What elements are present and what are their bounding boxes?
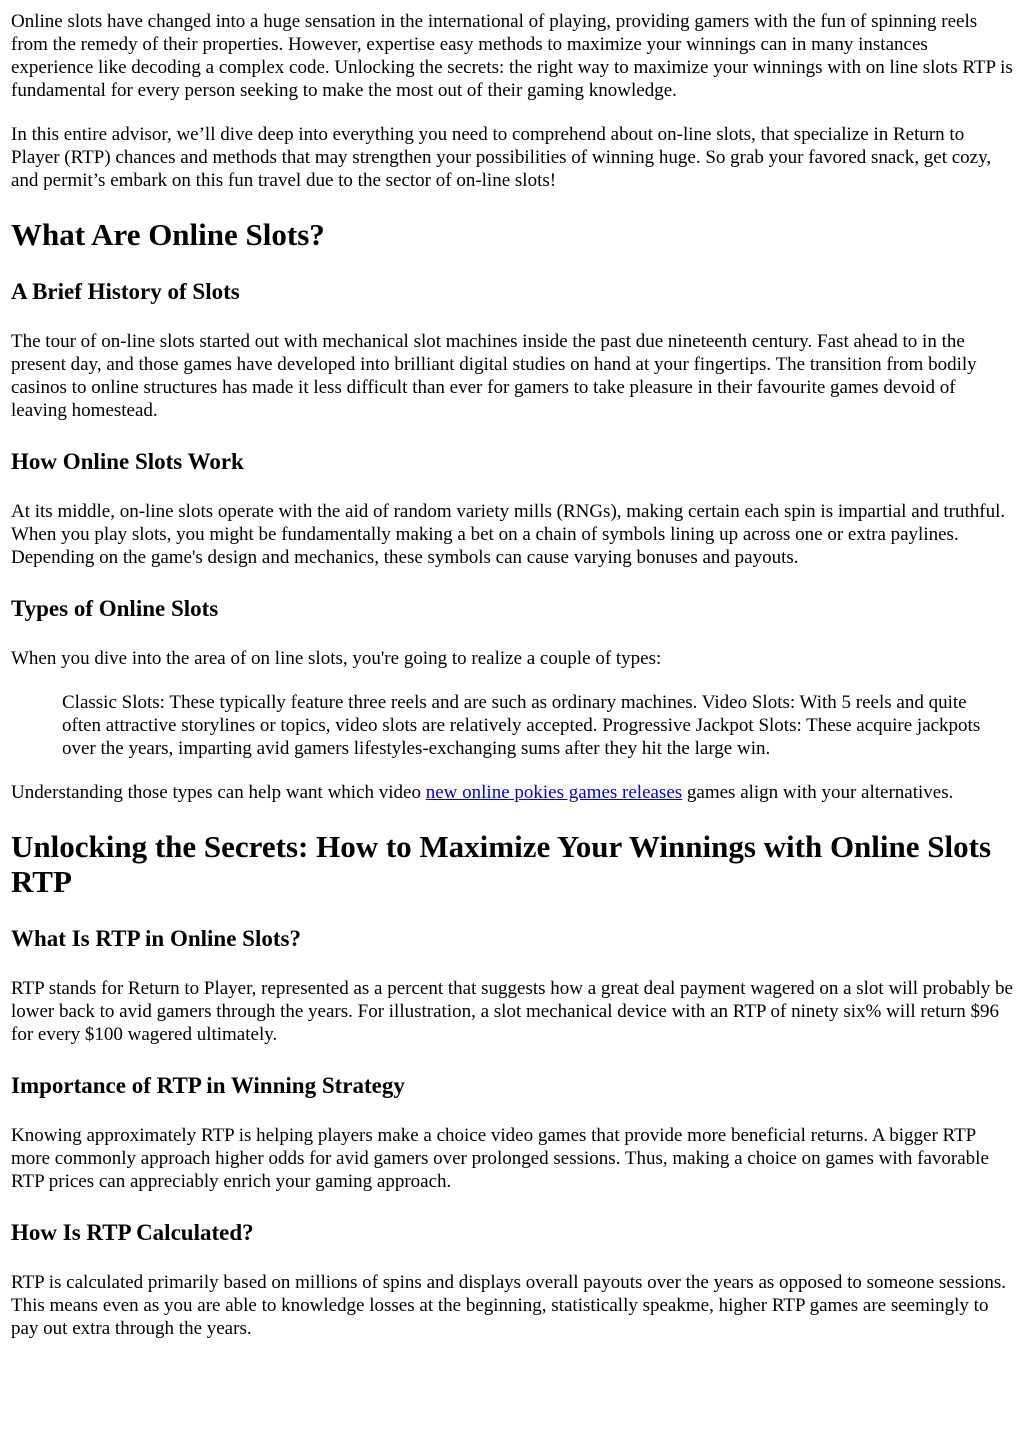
types-outro-text-after: games align with your alternatives. <box>682 782 954 803</box>
rtp-calculated-paragraph: RTP is calculated primarily based on millions of spins and displays overall payouts over the years as opposed to someone sessions. This means even as you are able to knowledge losses at the beginning, statistically speakme, higher RTP games are seemingly to pay out extra through the years. <box>11 1272 1006 1339</box>
intro-paragraph-2: In this entire advisor, we’ll dive deep into everything you need to comprehend about on-line slots, that specialize in Return to Player (RTP) chances and methods that may strengthen your possibilities of winning huge. So grab your favored snack, get cozy, and permit’s embark on this fun travel due to the sector of on-line slots! <box>11 124 992 191</box>
how-work-paragraph: At its middle, on-line slots operate with the aid of random variety mills (RNGs), making certain each spin is impartial and truthful. When you play slots, you might be fundamentally making a bet on a chain of symbols lining up across one or extra paylines. Depending on the game's design and mechanics, these symbols can cause varying bonuses and payouts. <box>11 501 1006 568</box>
types-outro-text-before: Understanding those types can help want which video <box>11 782 426 803</box>
subheading-how-rtp-calculated: How Is RTP Calculated? <box>11 1220 254 1245</box>
subheading-importance-of-rtp: Importance of RTP in Winning Strategy <box>11 1073 405 1098</box>
importance-paragraph: Knowing approximately RTP is helping players make a choice video games that provide more beneficial returns. A bigger RTP more commonly approach higher odds for avid gamers over prolonged sessions. Thus, making a choice on games with favorable RTP prices can appreciably enrich your gaming approach. <box>11 1125 989 1192</box>
types-blockquote: Classic Slots: These typically feature three reels and are such as ordinary machines. Video Slots: With 5 reels and quite often attractive storylines or topics, video slots are relatively accepted. Progressive Jackpot Slots: These acquire jackpots over the years, imparting avid gamers lifestyles-exchanging sums after they hit the large win. <box>62 692 981 759</box>
intro-paragraph-1: Online slots have changed into a huge sensation in the international of playing, providing gamers with the fun of spinning reels from the remedy of their properties. However, expertise easy methods to maximize your winnings can in many instances experience like decoding a complex code. Unlocking the secrets: the right way to maximize your winnings with on line slots RTP is fundamental for every person seeking to make the most out of their gaming knowledge. <box>11 11 1013 101</box>
subheading-brief-history: A Brief History of Slots <box>11 279 240 304</box>
types-intro-paragraph: When you dive into the area of on line slots, you're going to realize a couple of types: <box>11 648 662 669</box>
what-is-rtp-paragraph: RTP stands for Return to Player, represented as a percent that suggests how a great deal payment wagered on a slot will probably be lower back to avid gamers through the years. For illustration, a slot mechanical device with an RTP of ninety six% will return $96 for every $100 wagered ultimately. <box>11 978 1013 1045</box>
subheading-types-of-slots: Types of Online Slots <box>11 596 219 621</box>
subheading-what-is-rtp: What Is RTP in Online Slots? <box>11 926 301 951</box>
new-online-pokies-link[interactable]: new online pokies games releases <box>425 782 683 803</box>
section-heading-what-are-online-slots: What Are Online Slots? <box>11 217 325 252</box>
subheading-how-slots-work: How Online Slots Work <box>11 449 244 474</box>
article <box>0 10 1024 1340</box>
section-heading-unlocking-secrets: Unlocking the Secrets: How to Maximize Your Winnings with Online Slots RTP <box>11 829 992 899</box>
history-paragraph: The tour of on-line slots started out with mechanical slot machines inside the past due nineteenth century. Fast ahead to in the present day, and those games have developed into brilliant digital studies on hand at your fingertips. The transition from bodily casinos to online structures has made it less difficult than ever for gamers to take pleasure in their favourite games devoid of leaving homestead. <box>11 331 977 421</box>
types-outro-paragraph <box>11 781 1013 804</box>
